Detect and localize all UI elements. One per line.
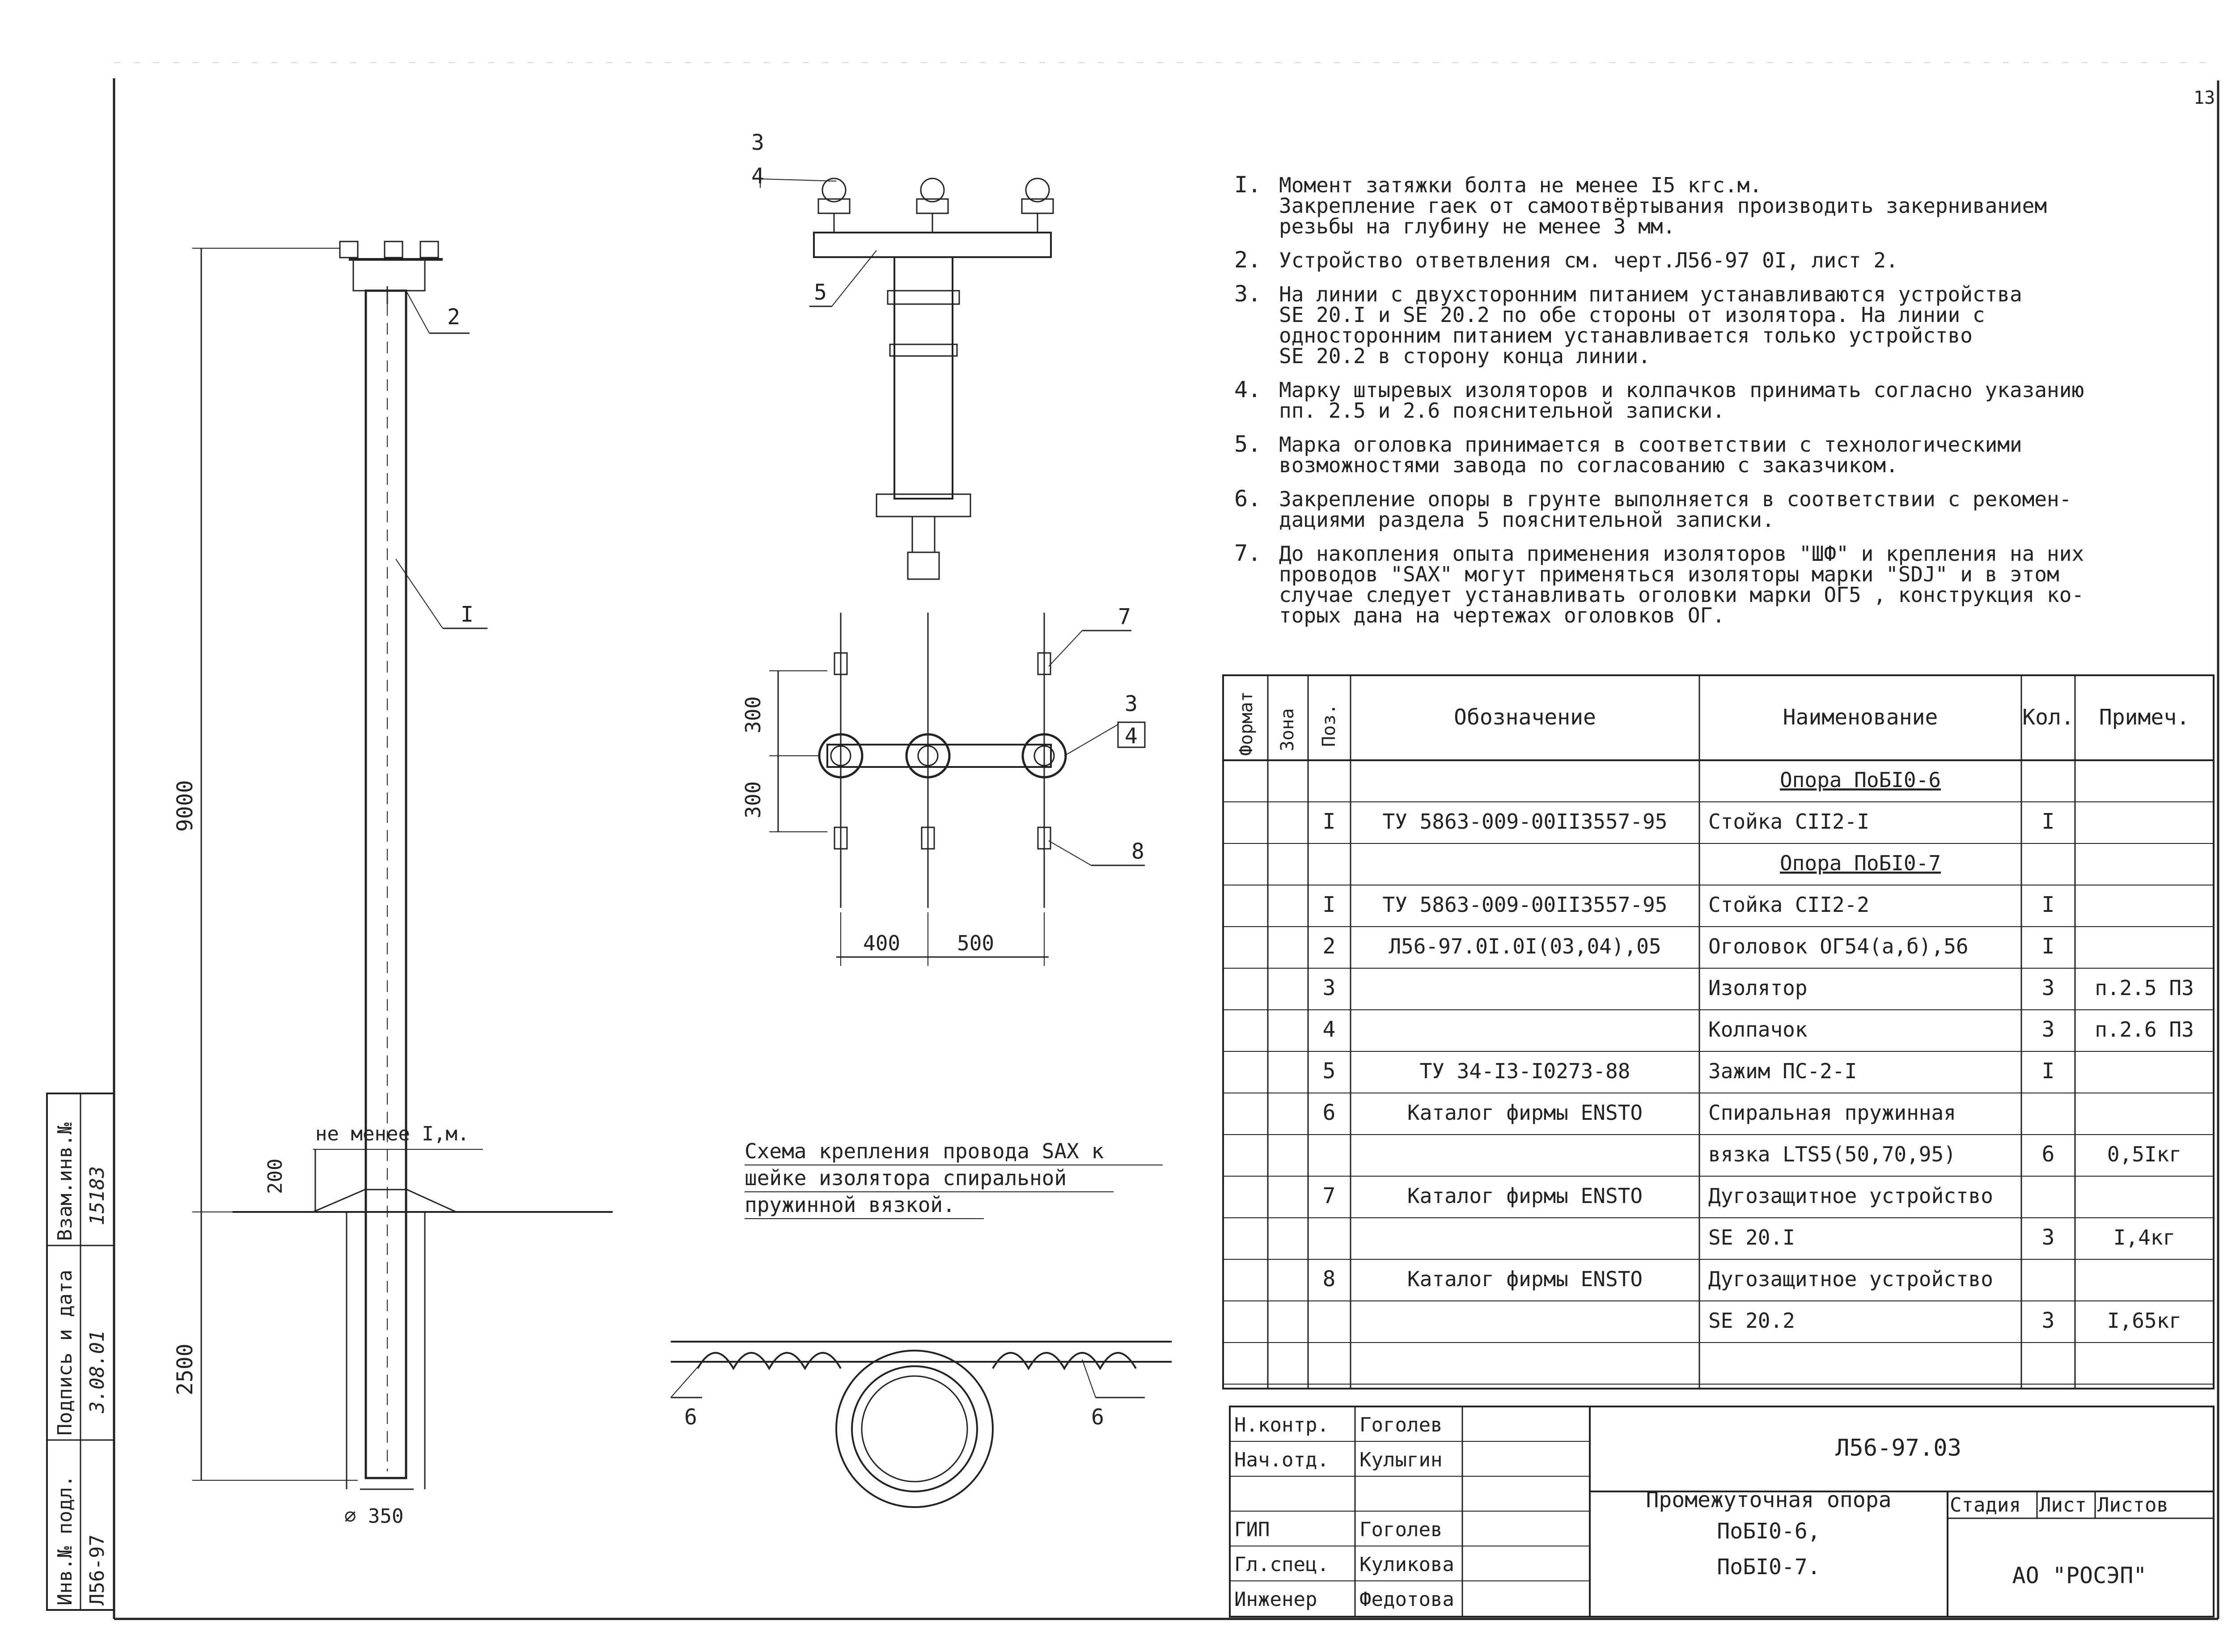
plan-callout-8: 8 (1131, 839, 1144, 864)
cell-note: I,4кг (2113, 1225, 2176, 1250)
plan-dim-300-top: 300 (741, 696, 765, 733)
note-line: Момент затяжки болта не менее I5 кгс.м. (1279, 173, 1762, 197)
cell-designation: Каталог фирмы ENSTO (1407, 1101, 1643, 1125)
sheet-label: Лист (2039, 1494, 2087, 1516)
side-stamp (47, 1093, 114, 1610)
cell-position: 5 (1322, 1059, 1336, 1084)
cell-quantity: I (2041, 809, 2055, 834)
drawing-code: Л56-97.03 (1835, 1435, 1961, 1461)
cell-quantity: 3 (2041, 1017, 2055, 1042)
top-callout-4: 4 (751, 164, 764, 189)
note-line: пп. 2.5 и 2.6 пояснительной записки. (1279, 398, 1725, 423)
pole-height-dimension: 9000 (173, 780, 198, 832)
note-number: I. (1234, 172, 1262, 198)
note-line: Закрепление гаек от самоотвёртывания производить закерниванием (1279, 194, 2047, 218)
plan-view (741, 604, 1145, 966)
pole-clearance-note: не менее I,м. (315, 1123, 470, 1145)
header-format: Формат (1236, 691, 1257, 756)
note-line: До накопления опыта применения изоляторов "ШФ" и крепления на них (1279, 542, 2084, 566)
cell-position: 8 (1322, 1267, 1336, 1292)
stamp-value-number: 15183 (86, 1166, 109, 1225)
cell-note: п.2.6 ПЗ (2095, 1017, 2194, 1042)
cell-name: Опора ПоБI0-7 (1779, 851, 1941, 875)
cell-name: Опора ПоБI0-6 (1779, 768, 1941, 792)
cell-name: SE 20.I (1708, 1225, 1795, 1250)
cell-position: 2 (1322, 934, 1336, 959)
drawing-title-line-2: ПоБI0-6, (1717, 1519, 1821, 1544)
cell-quantity: I (2041, 892, 2055, 917)
title-person: Кулыгин (1359, 1449, 1443, 1471)
stamp-label-sign: Подпись и дата (54, 1270, 76, 1436)
cell-designation: ТУ 5863-009-00II3557-95 (1382, 809, 1668, 834)
cell-name: вязка LTS5(50,70,95) (1708, 1142, 1956, 1166)
note-line: проводов "SAX" могут применяться изоляторы марки "SDJ" и в этом (1279, 562, 2059, 586)
scheme-callout-6-left: 6 (684, 1405, 697, 1430)
cell-position: 6 (1322, 1100, 1336, 1125)
cell-quantity: 3 (2041, 1308, 2055, 1333)
table-rows (1223, 768, 2214, 1384)
cell-name: Изолятор (1708, 976, 1808, 1000)
note-line: дациями раздела 5 пояснительной записки. (1279, 508, 1774, 532)
header-quantity: Кол. (2022, 705, 2074, 730)
cell-position: 7 (1322, 1183, 1336, 1208)
sheet-number: 13 (2194, 88, 2215, 108)
cell-name: Стойка СII2-I (1708, 809, 1870, 834)
note-number: 7. (1234, 540, 1262, 566)
cell-designation: Л56-97.0I.0I(03,04),05 (1389, 934, 1661, 958)
header-designation: Обозначение (1454, 705, 1596, 730)
cell-position: 4 (1322, 1017, 1336, 1042)
drawing-title-line-3: ПоБI0-7. (1717, 1555, 1821, 1580)
callout-pos-1: I (461, 602, 474, 627)
title-block-rows (1230, 1414, 1590, 1611)
cell-position: 3 (1322, 975, 1336, 1000)
title-role: Нач.отд. (1234, 1449, 1329, 1471)
title-role: Н.контр. (1234, 1414, 1329, 1436)
title-person: Гоголев (1359, 1414, 1443, 1436)
note-line: Марку штыревых изоляторов и колпачков принимать согласно указанию (1279, 378, 2084, 402)
callout-pos-2: 2 (447, 305, 460, 330)
specification-table (1223, 675, 2214, 1389)
spiral-tie-scheme (671, 1139, 1172, 1507)
header-name: Наименование (1783, 705, 1938, 730)
plan-dim-400: 400 (863, 931, 901, 955)
cell-name: Стойка СII2-2 (1708, 893, 1870, 917)
top-callout-5: 5 (814, 280, 827, 305)
cell-name: Дугозащитное устройство (1708, 1267, 1993, 1291)
cell-designation: Каталог фирмы ENSTO (1407, 1184, 1643, 1208)
cell-designation: ТУ 5863-009-00II3557-95 (1382, 893, 1668, 917)
header-zone: Зона (1277, 708, 1298, 751)
cell-quantity: 3 (2041, 975, 2055, 1000)
cell-name: Спиральная пружинная (1708, 1101, 1956, 1125)
note-number: 4. (1234, 377, 1262, 402)
scheme-caption-line-3: пружинной вязкой. (745, 1193, 955, 1217)
plan-callout-4: 4 (1125, 724, 1138, 749)
plan-callout-3: 3 (1125, 691, 1138, 716)
cell-note: 0,5Iкг (2107, 1142, 2182, 1166)
scheme-caption-line-2: шейке изолятора спиральной (745, 1166, 1067, 1190)
cell-name: Колпачок (1708, 1017, 1808, 1042)
stage-label: Стадия (1950, 1494, 2021, 1516)
note-line: Устройство ответвления см. черт.Л56-97 0I, лист 2. (1279, 248, 1898, 272)
cell-quantity: 6 (2041, 1142, 2055, 1167)
note-line: резьбы на глубину не менее 3 мм. (1279, 214, 1676, 238)
plan-dim-300-bottom: 300 (741, 781, 765, 818)
note-line: случае следует устанавливать оголовки марки ОГ5 , конструкция ко- (1279, 583, 2084, 607)
cell-position: I (1322, 809, 1336, 834)
cell-name: Дугозащитное устройство (1708, 1184, 1993, 1208)
note-number: 6. (1234, 486, 1262, 512)
note-line: возможностями завода по согласованию с заказчиком. (1279, 453, 1898, 477)
organization-name: АО "РОСЭП" (2012, 1563, 2147, 1588)
note-line: односторонним питанием устанавливается только устройство (1279, 323, 1973, 347)
stamp-value-inv: Л56-97 (86, 1534, 109, 1605)
note-line: На линии с двухсторонним питанием устанавливаются устройства (1279, 282, 2022, 306)
cell-position: I (1322, 892, 1336, 917)
title-role: Инженер (1234, 1588, 1317, 1611)
cell-quantity: I (2041, 1059, 2055, 1084)
cell-quantity: 3 (2041, 1225, 2055, 1250)
sheets-label: Листов (2097, 1494, 2168, 1516)
note-line: Закрепление опоры в грунте выполняется в соответствии с рекомен- (1279, 487, 2072, 511)
cell-name: Зажим ПС-2-I (1708, 1059, 1857, 1083)
pole-top-dimension: 200 (264, 1158, 287, 1194)
title-role: ГИП (1234, 1518, 1270, 1541)
note-line: SE 20.I и SE 20.2 по обе стороны от изолятора. На линии с (1279, 303, 1985, 327)
title-role: Гл.спец. (1234, 1553, 1329, 1576)
cell-note: п.2.5 ПЗ (2095, 976, 2194, 1000)
note-line: торых дана на чертежах оголовков ОГ. (1279, 603, 1725, 627)
header-note: Примеч. (2099, 705, 2190, 730)
cell-quantity: I (2041, 934, 2055, 959)
header-position: Поз. (1319, 703, 1339, 747)
cell-designation: Каталог фирмы ENSTO (1407, 1267, 1643, 1291)
note-line: SE 20.2 в сторону конца линии. (1279, 344, 1651, 368)
pole-depth-dimension: 2500 (173, 1343, 198, 1395)
cell-note: I,65кг (2107, 1309, 2182, 1333)
notes-block (1234, 172, 2084, 627)
note-number: 3. (1234, 281, 1262, 307)
title-block (1230, 1406, 2214, 1617)
note-number: 2. (1234, 247, 1262, 273)
note-number: 5. (1234, 431, 1262, 457)
scheme-caption-line-1: Схема крепления провода SAX к (745, 1139, 1104, 1163)
pole-top-view (751, 130, 1053, 579)
top-callout-3: 3 (751, 130, 764, 155)
pole-elevation-view (173, 241, 613, 1528)
plan-callout-7: 7 (1118, 604, 1131, 629)
title-person: Гоголев (1359, 1518, 1443, 1541)
note-line: Марка оголовка принимается в соответствии с технологическими (1279, 432, 2022, 457)
stamp-label-replace: Взам.инв.№ (54, 1123, 76, 1241)
title-person: Куликова (1359, 1553, 1454, 1576)
cell-name: Оголовок ОГ54(а,б),56 (1708, 934, 1969, 958)
stamp-label-inv: Инв.№ подл. (54, 1475, 76, 1605)
cell-designation: ТУ 34-I3-I0273-88 (1419, 1059, 1630, 1083)
scheme-callout-6-right: 6 (1091, 1405, 1104, 1430)
cell-name: SE 20.2 (1708, 1309, 1795, 1333)
pole-diameter-label: ⌀ 350 (344, 1505, 404, 1528)
plan-dim-500: 500 (957, 931, 995, 955)
stamp-value-date: 3.08.01 (86, 1330, 109, 1413)
title-person: Федотова (1359, 1588, 1454, 1611)
drawing-title-line-1: Промежуточная опора (1646, 1487, 1892, 1512)
